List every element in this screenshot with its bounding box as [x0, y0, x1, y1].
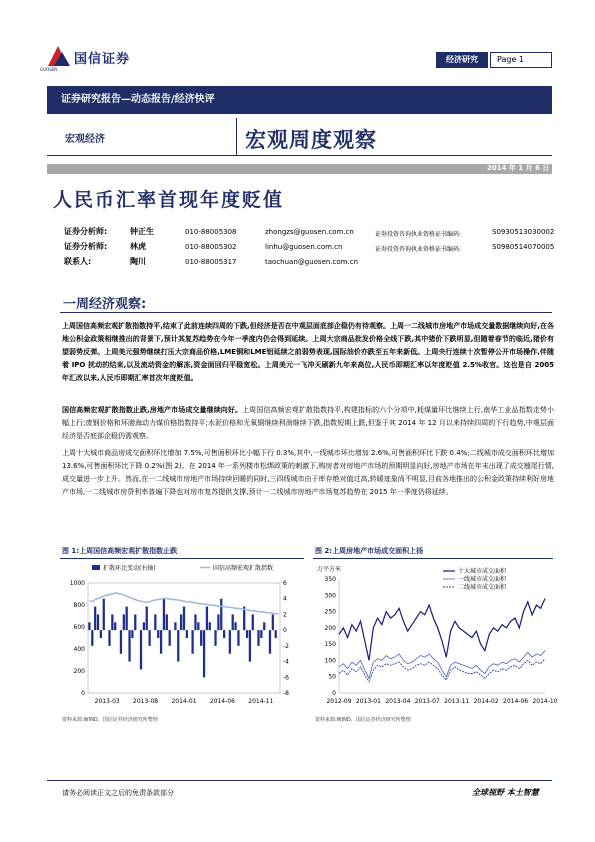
y-tick-label: 50 [328, 673, 336, 681]
divider [47, 780, 552, 781]
bar [275, 630, 277, 638]
bar [234, 622, 236, 630]
bar [206, 607, 208, 631]
bar [94, 607, 96, 631]
legend-label: 十大城市成交面积 [458, 568, 507, 575]
y-axis-label: 万平方米 [317, 566, 342, 573]
x-tick-label: 2014-06 [209, 698, 235, 705]
x-tick-label: 2014-06 [503, 698, 529, 705]
bar [180, 614, 182, 630]
divider [60, 312, 552, 313]
analyst-name: 陶川 [130, 257, 146, 266]
bar [126, 607, 128, 631]
report-date: 2014 年 1 月 6 日 [487, 164, 550, 172]
paragraph [62, 447, 554, 499]
bar [108, 630, 110, 646]
x-tick-label: 2014-11 [248, 698, 274, 705]
y-tick-label: 300 [324, 592, 336, 600]
bar [232, 614, 234, 630]
bar [257, 630, 259, 646]
bar [157, 630, 159, 638]
y-tick-label: 100 [324, 657, 336, 665]
bar [114, 622, 116, 630]
bar [237, 630, 239, 646]
y-right-tick-label: -4 [283, 658, 289, 666]
y-tick-label: 1000 [69, 580, 85, 587]
divider [313, 558, 553, 559]
chart-source: 资料来源:WIND、国信证券经济研究所整理 [62, 717, 158, 723]
bar [103, 599, 105, 630]
legend-label: 一线城市成交面积 [458, 576, 507, 583]
chart-title: 图 1:上周国信高频宏观扩散指数止跌 [62, 547, 178, 555]
x-tick-label: 2014-01 [171, 698, 197, 705]
x-tick-label: 2014-02 [473, 698, 499, 705]
report-banner: 证券研究报告—动态报告/经济快评 [47, 86, 552, 114]
analyst-email[interactable]: taochuan@guosen.com.cn [265, 258, 359, 266]
x-tick-label: 2012-09 [326, 698, 352, 705]
logo-subtext: GUOSEN [40, 67, 58, 72]
bar [128, 630, 130, 661]
bar [123, 614, 125, 630]
bar [140, 630, 142, 669]
section-title: 一周经济观察: [63, 297, 147, 312]
bar [88, 622, 90, 630]
analyst-email[interactable]: linhu@guosen.com.cn [265, 243, 343, 251]
bar [97, 614, 99, 630]
legend-label: 扩散环比变动(右轴) [103, 565, 156, 572]
chart-housing-sales [313, 561, 558, 711]
bar [131, 630, 133, 638]
bar [166, 614, 168, 630]
bar [160, 630, 162, 654]
bar [194, 614, 196, 630]
paragraph [62, 320, 554, 385]
y-tick-label: 800 [73, 602, 85, 609]
y-right-tick-label: -6 [283, 674, 289, 682]
legend-label: 国信高频宏观扩散指数 [213, 565, 274, 572]
bar [186, 630, 188, 638]
bar [249, 630, 251, 661]
y-tick-label: 0 [81, 690, 85, 697]
analyst-phone: 010-88005302 [185, 243, 237, 251]
y-right-tick-label: 0 [283, 627, 287, 635]
bar [272, 614, 274, 630]
analyst-role: 证券分析师: [64, 242, 108, 251]
bar [269, 630, 271, 654]
bar [209, 622, 211, 630]
y-tick-label: 150 [324, 641, 336, 649]
x-tick-label: 2013-04 [385, 698, 411, 705]
divider [47, 155, 552, 156]
analyst-role: 联系人: [64, 257, 92, 266]
x-tick-label: 2013-03 [94, 698, 120, 705]
divider [236, 118, 237, 156]
logo-text: 国信证券 [74, 52, 131, 67]
y-tick-label: 200 [324, 624, 336, 632]
analyst-email[interactable]: zhongzs@guosen.com.cn [265, 228, 354, 236]
logo-icon [44, 42, 74, 70]
analyst-license: S0980514070005 [492, 243, 555, 251]
footer-slogan: 全球视野 本土智慧 [472, 788, 539, 797]
analyst-license: S0930513030002 [492, 228, 555, 236]
bar [214, 630, 216, 646]
x-tick-label: 2013-01 [355, 698, 381, 705]
analyst-role: 证券分析师: [64, 227, 108, 236]
y-tick-label: 200 [73, 668, 85, 675]
bar [229, 630, 231, 654]
bar [120, 630, 122, 654]
category-tag: 经济研究 [436, 52, 488, 68]
plot-frame [88, 583, 280, 693]
bar [154, 614, 156, 630]
chart-diffusion-index [60, 561, 306, 711]
y-tick-label: 250 [324, 608, 336, 616]
bar [252, 614, 254, 630]
bar [100, 630, 102, 638]
bar [148, 630, 150, 646]
paragraph-bold: 上周国信高频宏观扩散指数持平,结束了此前连续四周的下跌,但经济是否在中观层面底部企稳仍有待观察。上周一二线城市房地产市场成交量数据继续向好,在各地公积金政策相继推出的背景下,预计其复苏趋势在今年一季度内仍会得到延续。上周大宗商品批发价格全线下跌,其中猪价下跌明显,但随着春节的临近,猪价有望弱势反弹。上周美元强势继续打压大宗商品价格,LME铜和LME铝延续之前弱势表现,国际油价亦跌至五年来新低。上周央行连续十次暂停公开市场操作,伴随着 IPO 扰动的结束,以及流动资金的解冻,资金面回归平稳宽松。上周美元一飞冲天刷新九年来高位,人民币即期汇率以年度贬值 2.5%收官。这也是自 2005 年汇改以来,人民币即期汇率首次年度贬值。 [62, 322, 554, 382]
report-title: 宏观周度观察 [245, 128, 377, 152]
y-tick-label: 600 [73, 624, 85, 631]
date-bar [47, 164, 552, 174]
section-label: 宏观经济 [65, 134, 105, 145]
y-right-tick-label: -2 [283, 642, 289, 650]
bar [197, 622, 199, 630]
analyst-phone: 010-88005308 [185, 228, 237, 236]
x-tick-label: 2013-11 [444, 698, 470, 705]
y-tick-label: 350 [324, 576, 336, 583]
y-tick-label: 0 [332, 690, 336, 697]
bar [260, 630, 262, 638]
bar [217, 614, 219, 630]
y-tick-label: 400 [73, 646, 85, 653]
analyst-license-label: 证券投资咨询执业资格证书编码: [375, 231, 462, 238]
bar [174, 622, 176, 630]
x-tick-label: 2013-07 [414, 698, 440, 705]
paragraph-text: 上周国信高频宏观扩散指数持平,构建指标的六个分项中,耗煤量环比继续上行,南华工业品指数走势小幅上行;废钢价格和环渤海动力煤价格指数持平;水泥价格和无氧铜继续利润继续下跌,指数短期上跌,但鉴于其 2014 年 12 月以来持续四周的下行趋势,中观层面经济是否底部企稳仍需观察。 [62, 406, 554, 440]
series-line [339, 599, 545, 661]
paragraph-bold: 国信高频宏观扩散指数止跌,房地产市场成交量继续向好。 [62, 406, 243, 414]
analyst-name: 钟正生 [130, 227, 154, 236]
x-tick-label: 2013-08 [133, 698, 159, 705]
bar [111, 614, 113, 630]
y-right-tick-label: 6 [283, 580, 287, 587]
chart-source: 资料来源:WIND、国信证券经济研究所整理 [315, 717, 411, 723]
bar [223, 630, 225, 638]
analyst-phone: 010-88005317 [185, 258, 237, 266]
page-number: Page 1 [490, 52, 552, 68]
bar [134, 614, 136, 630]
bar [246, 630, 248, 638]
bar [177, 630, 179, 661]
y-right-tick-label: -8 [283, 690, 289, 697]
chart-title: 图 2:上周房地产市场成交面积上扬 [315, 547, 424, 555]
headline: 人民币汇率首现年度贬值 [53, 189, 285, 211]
bar [163, 599, 165, 630]
divider [60, 558, 304, 559]
analyst-name: 林虎 [130, 242, 146, 251]
bar [191, 630, 193, 654]
legend-label: 二线城市成交面积 [458, 584, 507, 591]
y-right-tick-label: 4 [283, 595, 287, 603]
bar [169, 630, 171, 646]
bar [183, 607, 185, 631]
analyst-license-label: 证券投资咨询执业资格证书编码: [375, 246, 462, 253]
bar [263, 622, 265, 630]
bar [200, 630, 202, 646]
bar [203, 630, 205, 677]
bar [146, 607, 148, 631]
paragraph-text: 上周十大城市商品房成交面积环比增加 7.5%,可售面积环比小幅下行 0.3%,其中,一线城市环比增加 2.6%,可售面积环比下跌 0.4%;二线城市成交面积环比增加 13.6%,可售面积环比下降 0.2%(图 2)。在 2014 年一系列楼市松绑政策的刺激下,购房者对房地产市场的预期明显向好,房地产市场在年末出现了成交翘尾行情,成交量进一步上升。然而,在一二线城市房地产市场持续回暖的同时,三四线城市由于库存绝对值过高,转暖迹象尚不明显,目前各地推出的公积金政策持续利好房地产市场,一二线城市房贷利率普遍下降也对房市复苏提供支撑,预计一二线城市房地产市场复苏趋势在 2015 年一季度仍将延续。 [62, 449, 554, 496]
y-right-tick-label: 2 [283, 611, 287, 619]
bar [220, 599, 222, 630]
footer-disclaimer: 请务必阅读正文之后的免责条款部分 [62, 789, 174, 797]
x-tick-label: 2014-10 [532, 698, 558, 705]
bar [143, 622, 145, 630]
paragraph [62, 404, 554, 443]
legend-swatch [92, 565, 100, 570]
bar [91, 630, 93, 646]
